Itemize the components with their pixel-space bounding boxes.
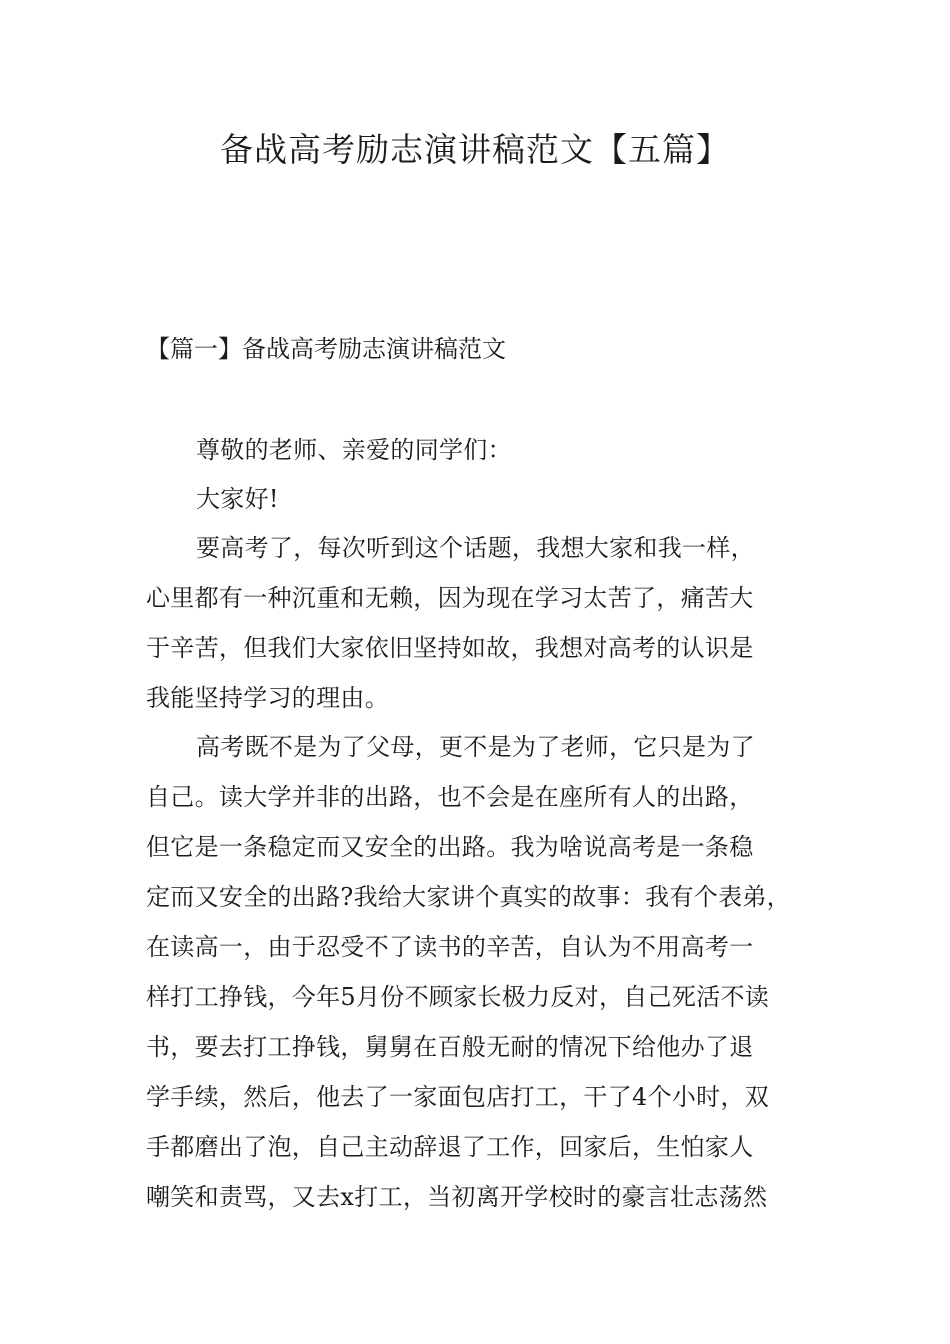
paragraph-line: 样打工挣钱，今年5月份不顾家长极力反对，自己死活不读 (146, 983, 770, 1011)
salutation-line: 尊敬的老师、亲爱的同学们： (196, 436, 512, 464)
section-heading: 【篇一】备战高考励志演讲稿范文 (146, 335, 506, 363)
paragraph-line: 在读高一，由于忍受不了读书的辛苦，自认为不用高考一 (146, 933, 754, 961)
paragraph-line: 定而又安全的出路?我给大家讲个真实的故事：我有个表弟， (146, 883, 791, 911)
paragraph-line: 书，要去打工挣钱，舅舅在百般无耐的情况下给他办了退 (146, 1033, 754, 1061)
document-title: 备战高考励志演讲稿范文【五篇】 (220, 130, 730, 169)
paragraph-line: 但它是一条稳定而又安全的出路。我为啥说高考是一条稳 (146, 833, 754, 861)
paragraph-line: 嘲笑和责骂，又去x打工，当初离开学校时的豪言壮志荡然 (146, 1183, 768, 1211)
greeting-line: 大家好! (196, 485, 279, 513)
paragraph-line: 我能坚持学习的理由。 (146, 684, 389, 712)
paragraph-line: 心里都有一种沉重和无赖，因为现在学习太苦了，痛苦大 (146, 584, 754, 612)
paragraph-line: 自己。读大学并非的出路，也不会是在座所有人的出路， (146, 783, 754, 811)
paragraph-line: 高考既不是为了父母，更不是为了老师，它只是为了 (196, 733, 755, 761)
paragraph-line: 于辛苦，但我们大家依旧坚持如故，我想对高考的认识是 (146, 634, 754, 662)
paragraph-line: 学手续，然后，他去了一家面包店打工，干了4个小时，双 (146, 1083, 770, 1111)
paragraph-line: 要高考了，每次听到这个话题，我想大家和我一样， (196, 534, 755, 562)
paragraph-line: 手都磨出了泡，自己主动辞退了工作，回家后，生怕家人 (146, 1133, 754, 1161)
